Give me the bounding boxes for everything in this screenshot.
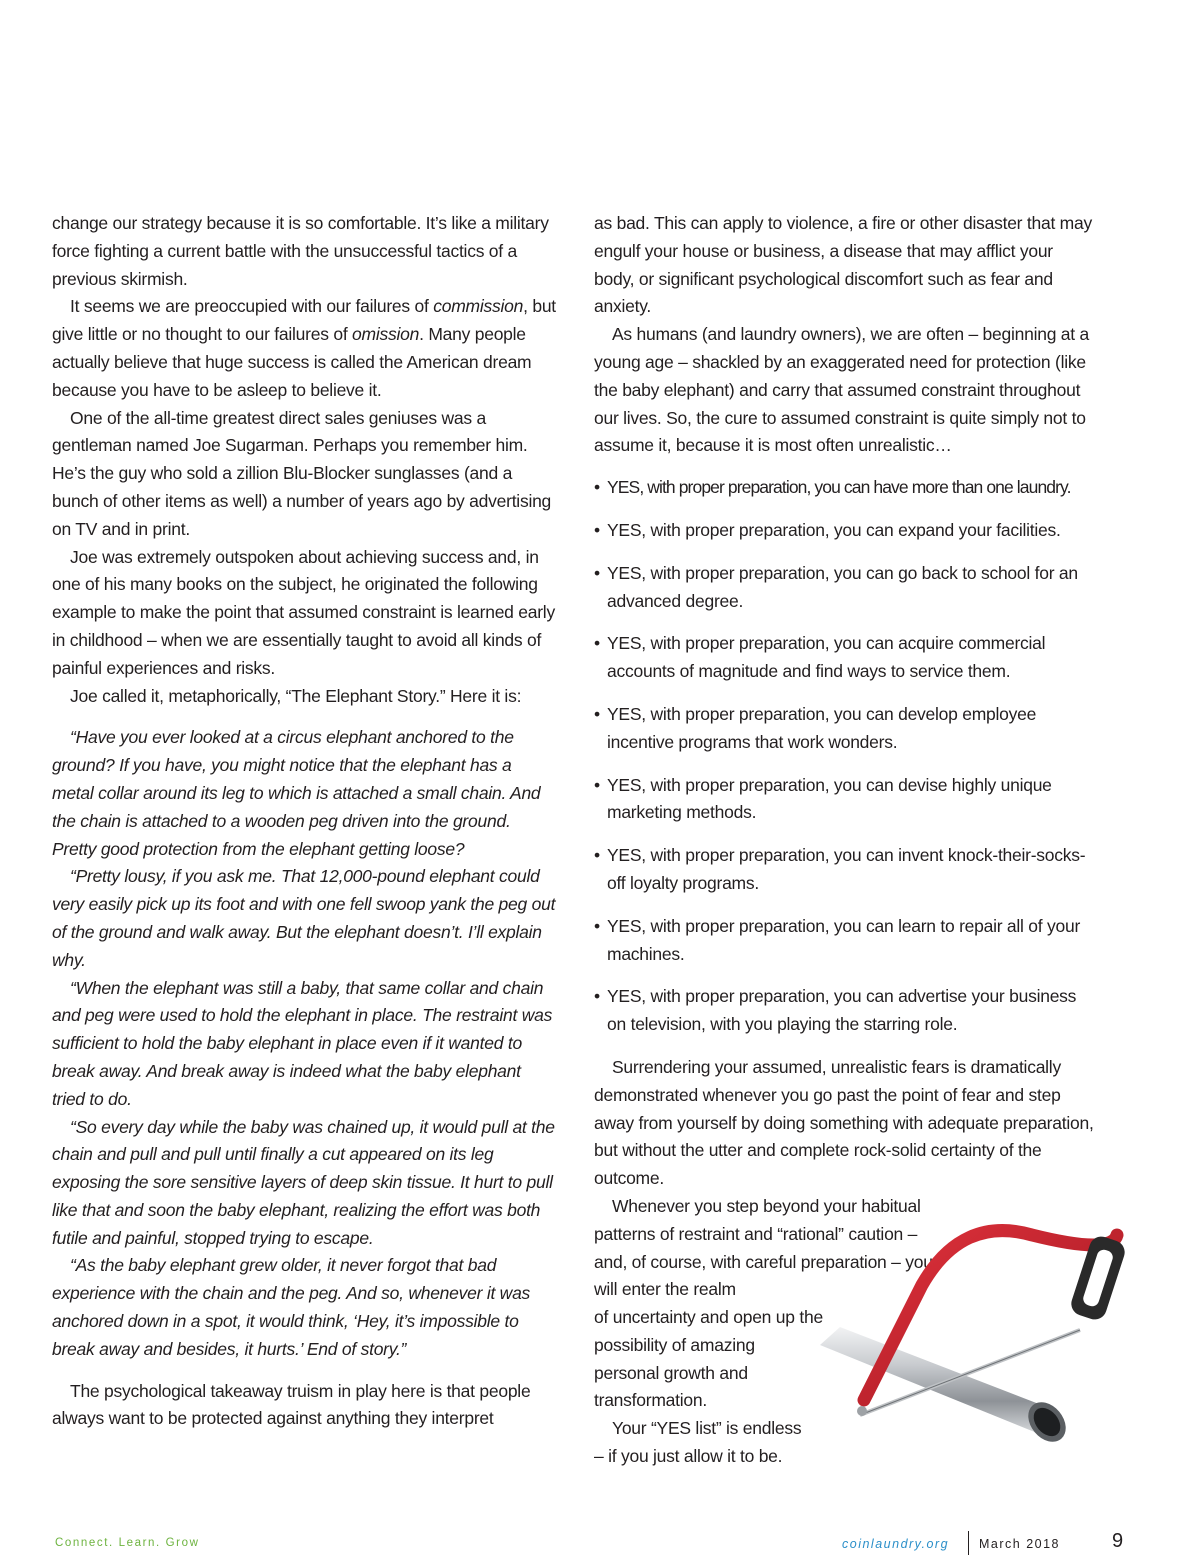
emphasis: commission: [433, 296, 524, 317]
footer-tagline: Connect. Learn. Grow: [55, 1537, 200, 1549]
list-item: • YES, with proper preparation, you can have more than one laundry.: [594, 474, 1096, 502]
list-item: • YES, with proper preparation, you can invent knock-their-socks-off loyalty programs.: [594, 842, 1096, 898]
yes-list: [594, 474, 1096, 1039]
paragraph: as bad. This can apply to violence, a fire or other disaster that may engulf your house or business, a disease that may afflict your body, or significant psychological discomfort such as fear and anxiety.: [594, 213, 1092, 317]
quote-paragraph: “Pretty lousy, if you ask me. That 12,000-pound elephant could very easily pick up its foot and with one fell swoop yank the peg out of the ground and walk away. But the elephant doesn’t. I’ll explain why.: [52, 866, 556, 970]
paragraph: Your “YES list” is endless – if you just allow it to be.: [594, 1418, 802, 1467]
list-item: • YES, with proper preparation, you can learn to repair all of your machines.: [594, 913, 1096, 969]
paragraph: Joe was extremely outspoken about achieving success and, in one of his many books on the subject, he originated the following example to make the point that assumed constraint is learned early in childhood – when we are essentially taught to avoid all kinds of painful experiences and risks.: [52, 546, 555, 678]
article-left-column: [52, 210, 557, 1433]
list-item: • YES, with proper preparation, you can devise highly unique marketing methods.: [594, 772, 1096, 828]
quote-paragraph: “When the elephant was still a baby, that same collar and chain and peg were used to hold the elephant in place. The restraint was sufficient to hold the baby elephant in place even if it wanted to break away. And break away is indeed what the baby elephant tried to do.: [52, 977, 553, 1109]
list-item: • YES, with proper preparation, you can advertise your business on television, with you playing the starring role.: [594, 983, 1096, 1039]
footer-date: March 2018: [979, 1537, 1061, 1551]
list-item: • YES, with proper preparation, you can go back to school for an advanced degree.: [594, 560, 1096, 616]
page-number: 9: [1112, 1530, 1124, 1552]
paragraph: The psychological takeaway truism in play here is that people always want to be protected against anything they interpret: [52, 1380, 531, 1429]
paragraph: One of the all-time greatest direct sales geniuses was a gentleman named Joe Sugarman. Perhaps you remember him. He’s the guy who sold a zillion Blu-Blocker sunglasses (and a bunch of other items as well) a number of years ago by advertising on TV and in print.: [52, 407, 552, 539]
hacksaw-icon: [812, 1215, 1132, 1455]
emphasis: omission: [352, 324, 420, 345]
quote-paragraph: “As the baby elephant grew older, it never forgot that bad experience with the chain and the peg. And so, whenever it was anchored down in a spot, it would think, ‘Hey, it’s impossible to break away and besides, it hurts.’ End of story.”: [52, 1255, 531, 1359]
paragraph-continued: possibility of amazing personal growth and transformation.: [594, 1334, 755, 1411]
paragraph: As humans (and laundry owners), we are often – beginning at a young age – shackled by an exaggerated need for protection (like the baby elephant) and carry that assumed constraint throughout our lives. So, the cure to assumed constraint is quite simply not to assume it, because it is most often unrealistic…: [594, 324, 1089, 456]
footer-divider: [968, 1531, 969, 1555]
list-item: • YES, with proper preparation, you can expand your facilities.: [594, 517, 1096, 545]
list-item: • YES, with proper preparation, you can acquire commercial accounts of magnitude and find ways to service them.: [594, 630, 1096, 686]
quote-paragraph: “Have you ever looked at a circus elephant anchored to the ground? If you have, you might notice that the elephant has a metal collar around its leg to which is attached a small chain. And the chain is attached to a wooden peg driven into the ground. Pretty good protection from the elephant getting loose?: [52, 727, 541, 859]
paragraph: Joe called it, metaphorically, “The Elephant Story.” Here it is:: [70, 685, 522, 706]
quote-paragraph: “So every day while the baby was chained up, it would pull at the chain and pull and pull until finally a cut appeared on its leg exposing the sore sensitive layers of deep skin tissue. It hurt to pull like that and soon the baby elephant, realizing the effort was both futile and painful, stopped trying to escape.: [52, 1116, 555, 1248]
paragraph-continued: of uncertainty and open up the: [594, 1307, 823, 1328]
footer-site-link[interactable]: coinlaundry.org: [842, 1537, 950, 1551]
paragraph: Whenever you step beyond your habitual patterns of restraint and “rational” caution – and, of course, with careful preparation – you will enter the realm: [594, 1195, 933, 1300]
paragraph: Surrendering your assumed, unrealistic fears is dramatically demonstrated whenever you go past the point of fear and step away from yourself by doing something with adequate preparation, but without the utter and complete rock-solid certainty of the outcome.: [594, 1056, 1094, 1189]
list-item: • YES, with proper preparation, you can develop employee incentive programs that work wonders.: [594, 701, 1096, 757]
paragraph: It seems we are preoccupied with our failures of commission, but give little or no thought to our failures of omission. Many people actually believe that huge success is called the American dream because you have to be asleep to believe it.: [52, 296, 556, 400]
paragraph: change our strategy because it is so comfortable. It’s like a military force fighting a current battle with the unsuccessful tactics of a previous skirmish.: [52, 213, 549, 289]
